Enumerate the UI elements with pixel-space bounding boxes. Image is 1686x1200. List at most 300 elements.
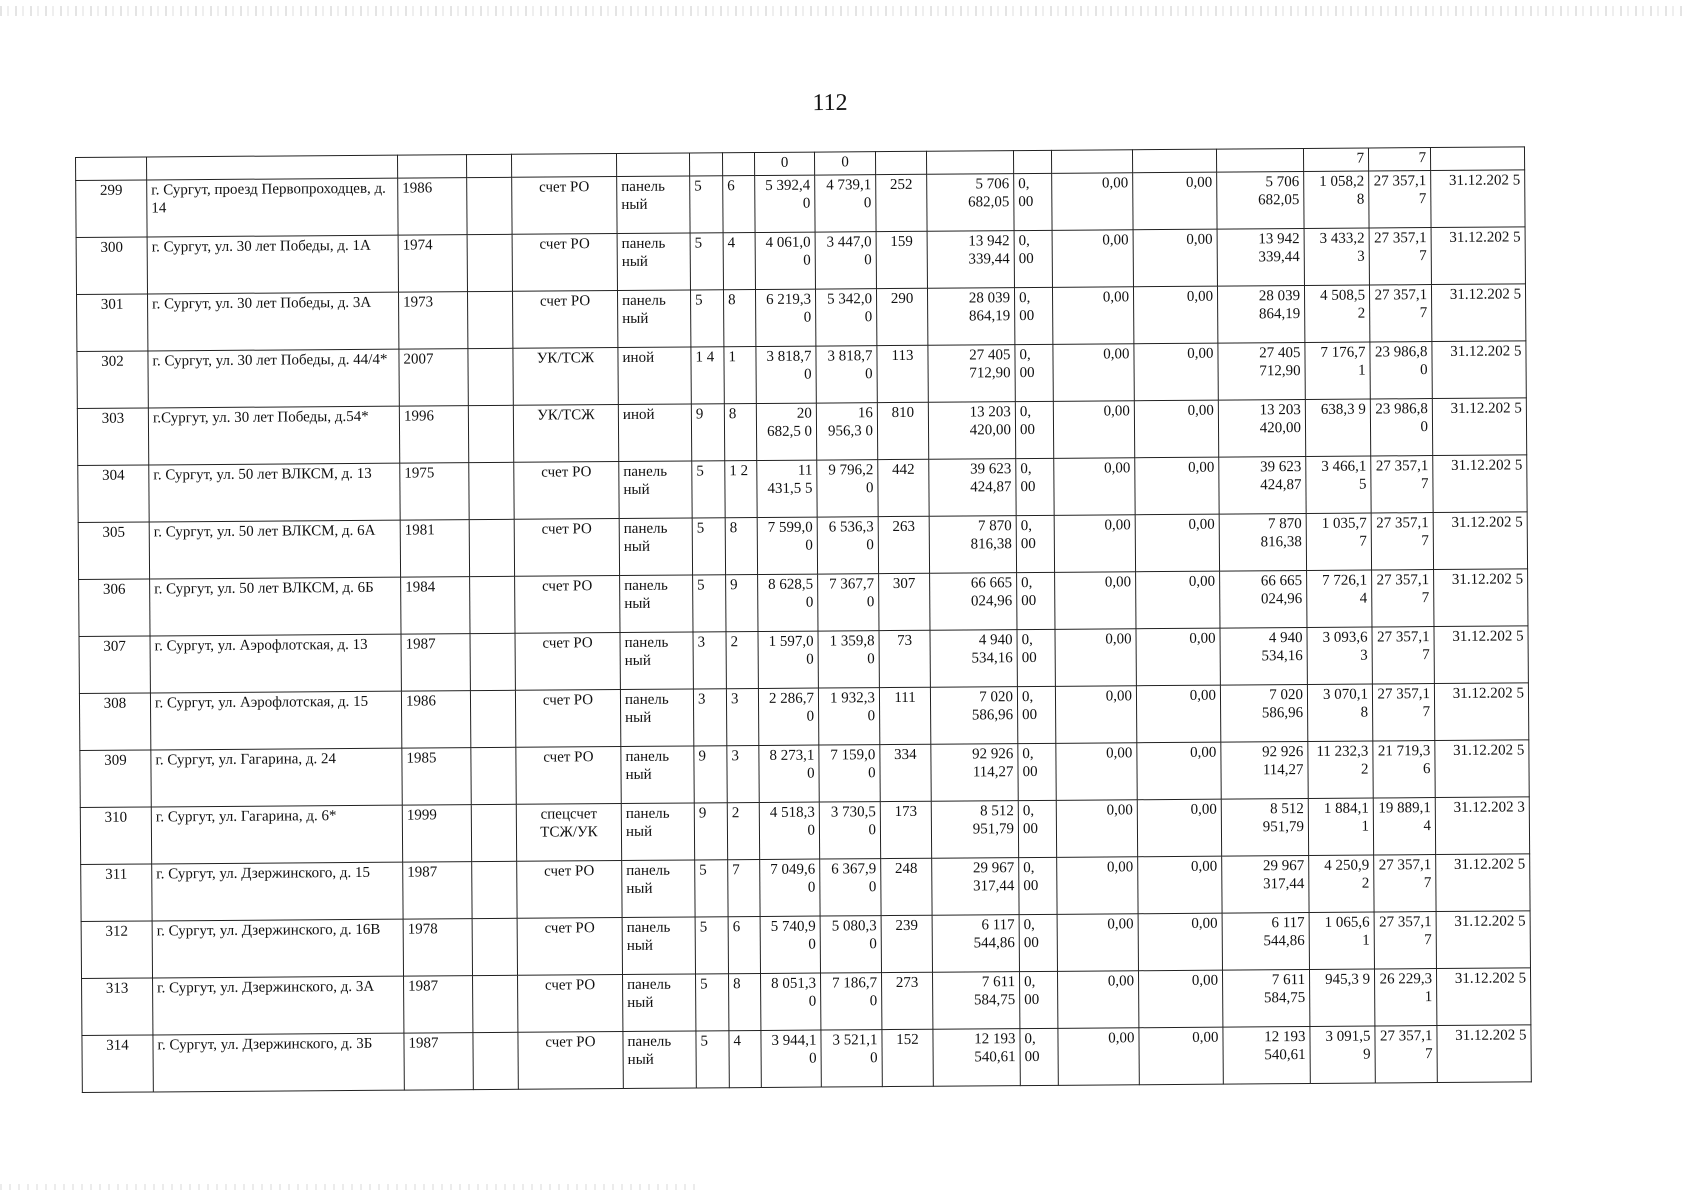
cell-budget: 0, 00 <box>1017 629 1055 686</box>
table-row <box>76 170 1525 238</box>
cell-address: г. Сургут, ул. Аэрофлотская, д. 13 <box>150 634 401 693</box>
cell-budget: 0, 00 <box>1018 743 1056 800</box>
cell-local: 0,00 <box>1135 457 1219 515</box>
cell-budget: 0, 00 <box>1017 572 1055 629</box>
cell-residents: 273 <box>882 972 933 1029</box>
cell-owners: 8 512 951,79 <box>1221 798 1308 856</box>
cell-account: счет РО <box>512 291 617 349</box>
cell-num: 306 <box>79 579 150 637</box>
cell-entrances: 6 <box>723 176 755 233</box>
cell-subject: 0,00 <box>1052 230 1133 288</box>
cell-area-total: 7 599,0 0 <box>757 517 817 574</box>
cell-local: 0,00 <box>1133 172 1217 230</box>
cell-num: 300 <box>76 237 147 295</box>
cell-owners: 7 870 816,38 <box>1219 513 1306 571</box>
cell-wall: панель ный <box>620 575 693 633</box>
cell-limit-per-m2: 21 719,3 6 <box>1373 741 1435 798</box>
cell-empty <box>471 804 516 861</box>
cell-limit-per-m2: 27 357,1 7 <box>1369 228 1431 285</box>
cell-limit-per-m2: 7 <box>1368 148 1430 171</box>
cell-limit-per-m2: 19 889,1 4 <box>1373 798 1435 855</box>
cell-year: 1996 <box>399 406 468 464</box>
cell-floors: 9 <box>691 404 724 461</box>
cell-residents: 152 <box>882 1029 933 1086</box>
cell-subject: 0,00 <box>1054 458 1135 516</box>
cell-area-total: 0 <box>754 152 814 175</box>
cell-residents: 113 <box>877 345 928 402</box>
cell-subject: 0,00 <box>1056 743 1137 801</box>
cell-address: г. Сургут, ул. 50 лет ВЛКСМ, д. 6А <box>149 520 400 579</box>
cell <box>1013 150 1051 173</box>
cell-limit-per-m2: 27 357,1 7 <box>1374 912 1436 969</box>
cell-empty <box>467 291 512 348</box>
cell-entrances: 1 <box>724 347 756 404</box>
cell-budget: 0, 00 <box>1016 458 1054 515</box>
cell-area-living: 7 367,7 0 <box>818 574 879 631</box>
cell-num: 311 <box>81 864 152 922</box>
scan-noise-top <box>0 6 1686 16</box>
cell-floors: 9 <box>694 803 727 860</box>
cell <box>511 154 616 178</box>
cell-year: 1978 <box>403 919 472 977</box>
cell-floors: 5 <box>690 233 723 290</box>
table-row <box>82 968 1531 1036</box>
cell-area-total: 8 628,5 0 <box>758 574 818 631</box>
cell-cost-per-m2: 7 726,1 4 <box>1307 570 1372 627</box>
cell-year: 1973 <box>398 292 467 350</box>
cell-budget: 0, 00 <box>1014 173 1052 230</box>
cell-deadline: 31.12.202 5 <box>1436 911 1530 969</box>
cell <box>1132 149 1216 173</box>
cell-deadline: 31.12.202 5 <box>1433 455 1527 513</box>
cell-cost-total: 27 405 712,90 <box>928 345 1015 403</box>
cell-limit-per-m2: 23 986,8 0 <box>1370 342 1432 399</box>
cell-account: счет РО <box>515 633 620 691</box>
cell-wall: панель ный <box>617 176 690 234</box>
cell-area-living: 1 359,8 0 <box>818 631 879 688</box>
cell-residents: 334 <box>880 744 931 801</box>
cell-area-total: 4 061,0 0 <box>755 232 815 289</box>
cell-year: 1987 <box>404 1033 473 1091</box>
cell-cost-per-m2: 4 508,5 2 <box>1304 285 1369 342</box>
cell-deadline: 31.12.202 5 <box>1434 683 1528 741</box>
cell-cost-per-m2: 11 232,3 2 <box>1308 741 1373 798</box>
cell-limit-per-m2: 26 229,3 1 <box>1374 969 1436 1026</box>
cell-account: счет РО <box>512 177 617 235</box>
cell-residents: 248 <box>881 858 932 915</box>
cell-account: спецсчет ТСЖ/УК <box>516 804 621 862</box>
table-body <box>76 147 1532 1093</box>
cell-cost-total: 7 020 586,96 <box>930 687 1017 745</box>
cell-year: 1999 <box>402 805 471 863</box>
cell-num: 312 <box>81 921 152 979</box>
cell-area-living: 6 536,3 0 <box>817 517 878 574</box>
cell-cost-per-m2: 1 065,6 1 <box>1309 912 1374 969</box>
cell-cost-per-m2: 1 035,7 7 <box>1306 513 1371 570</box>
cell-area-living: 7 159,0 0 <box>819 745 880 802</box>
cell-deadline: 31.12.202 5 <box>1435 740 1529 798</box>
cell-cost-per-m2: 3 433,2 3 <box>1304 228 1369 285</box>
cell-budget: 0, 00 <box>1015 344 1053 401</box>
cell-area-living: 3 521,1 0 <box>821 1030 882 1087</box>
cell-floors: 9 <box>694 746 727 803</box>
cell-subject: 0,00 <box>1057 857 1138 915</box>
cell-budget: 0, 00 <box>1017 686 1055 743</box>
cell-owners: 7 611 584,75 <box>1222 969 1309 1027</box>
cell-empty <box>472 861 517 918</box>
cell-subject: 0,00 <box>1053 344 1134 402</box>
cell-budget: 0, 00 <box>1019 857 1057 914</box>
cell-deadline: 31.12.202 5 <box>1431 284 1525 342</box>
cell-budget: 0, 00 <box>1015 401 1053 458</box>
cell-limit-per-m2: 27 357,1 7 <box>1369 171 1431 228</box>
cell-owners: 5 706 682,05 <box>1217 171 1304 229</box>
table-row <box>77 284 1526 352</box>
table-row <box>79 569 1528 637</box>
cell <box>1051 150 1132 174</box>
cell-address: г. Сургут, ул. 50 лет ВЛКСМ, д. 6Б <box>150 577 401 636</box>
cell-num: 303 <box>77 408 148 466</box>
cell-address: г. Сургут, ул. Дзержинского, д. 3А <box>153 976 404 1035</box>
cell-subject: 0,00 <box>1052 287 1133 345</box>
cell-area-total: 5 740,9 0 <box>760 916 820 973</box>
cell-cost-per-m2: 3 093,6 3 <box>1307 627 1372 684</box>
cell-local: 0,00 <box>1136 685 1220 743</box>
cell-subject: 0,00 <box>1057 914 1138 972</box>
cell-subject: 0,00 <box>1052 173 1133 231</box>
cell-cost-total: 66 665 024,96 <box>930 573 1017 631</box>
cell-cost-total: 4 940 534,16 <box>930 630 1017 688</box>
cell-local: 0,00 <box>1134 343 1218 401</box>
cell-entrances: 2 <box>727 803 759 860</box>
cell-cost-per-m2: 3 070,1 8 <box>1307 684 1372 741</box>
cell-address: г. Сургут, ул. 30 лет Победы, д. 44/4* <box>148 349 399 408</box>
cell-area-living: 3 447,0 0 <box>815 232 876 289</box>
cell-account: счет РО <box>518 975 623 1033</box>
cell-address: г. Сургут, ул. Дзержинского, д. 15 <box>152 862 403 921</box>
cell-residents: 442 <box>878 459 929 516</box>
cell-wall: панель ный <box>622 917 695 975</box>
cell-budget: 0, 00 <box>1016 515 1054 572</box>
cell <box>76 157 147 181</box>
cell <box>722 153 754 176</box>
cell-area-living: 5 080,3 0 <box>820 916 881 973</box>
cell-area-total: 2 286,7 0 <box>758 688 818 745</box>
cell <box>926 151 1013 175</box>
cell-empty <box>469 519 514 576</box>
cell-wall: панель ный <box>623 974 696 1032</box>
cell-year: 1987 <box>404 976 473 1034</box>
cell-residents: 239 <box>881 915 932 972</box>
cell-account: УК/ТСЖ <box>513 405 618 463</box>
scan-noise-bottom <box>0 1184 700 1190</box>
table-row <box>76 227 1525 295</box>
cell-owners: 12 193 540,61 <box>1223 1026 1310 1084</box>
cell-wall: панель ный <box>621 803 694 861</box>
cell-address: г. Сургут, ул. 50 лет ВЛКСМ, д. 13 <box>149 463 400 522</box>
cell-limit-per-m2: 27 357,1 7 <box>1375 1026 1437 1083</box>
cell-cost-per-m2: 4 250,9 2 <box>1309 855 1374 912</box>
table-row <box>81 854 1530 922</box>
cell-empty <box>473 1032 518 1089</box>
cell-address: г. Сургут, ул. 30 лет Победы, д. 1А <box>147 235 398 294</box>
cell-owners: 7 020 586,96 <box>1220 684 1307 742</box>
cell-cost-per-m2: 1 884,1 1 <box>1308 798 1373 855</box>
cell-residents: 111 <box>879 687 930 744</box>
cell-floors: 5 <box>690 176 723 233</box>
cell-num: 305 <box>78 522 149 580</box>
cell-subject: 0,00 <box>1055 572 1136 630</box>
cell-entrances: 8 <box>725 518 757 575</box>
cell-limit-per-m2: 27 357,1 7 <box>1372 570 1434 627</box>
cell-year: 1981 <box>400 520 469 578</box>
cell-limit-per-m2: 27 357,1 7 <box>1369 285 1431 342</box>
cell-floors: 5 <box>692 518 725 575</box>
cell-floors: 3 <box>693 689 726 746</box>
cell-area-total: 11 431,5 5 <box>757 460 817 517</box>
cell-empty <box>470 633 515 690</box>
cell-area-total: 3 818,7 0 <box>756 346 816 403</box>
cell-floors: 3 <box>693 632 726 689</box>
cell-cost-total: 8 512 951,79 <box>931 801 1018 859</box>
cell-account: УК/ТСЖ <box>513 348 618 406</box>
cell-area-total: 8 273,1 0 <box>759 745 819 802</box>
cell-owners: 13 203 420,00 <box>1218 399 1305 457</box>
cell-floors: 5 <box>692 461 725 518</box>
cell-wall: панель ный <box>622 860 695 918</box>
cell-entrances: 2 <box>726 632 758 689</box>
cell-entrances: 3 <box>726 689 758 746</box>
cell-area-living: 0 <box>814 152 875 175</box>
cell-limit-per-m2: 27 357,1 7 <box>1372 627 1434 684</box>
cell-residents: 263 <box>878 516 929 573</box>
cell-area-living: 4 739,1 0 <box>815 175 876 232</box>
cell-year: 1986 <box>401 691 470 749</box>
table-row <box>77 398 1526 466</box>
page-number: 112 <box>812 89 848 117</box>
cell-area-living: 16 956,3 0 <box>816 403 877 460</box>
cell-floors: 5 <box>690 290 723 347</box>
cell-local: 0,00 <box>1136 628 1220 686</box>
cell-local: 0,00 <box>1133 229 1217 287</box>
cell-wall: панель ный <box>617 233 690 291</box>
cell-floors: 5 <box>695 860 728 917</box>
cell-cost-total: 7 870 816,38 <box>929 516 1016 574</box>
cell-area-total: 6 219,3 0 <box>755 289 815 346</box>
cell-year: 1987 <box>401 634 470 692</box>
cell-wall: панель ный <box>623 1031 696 1089</box>
cell-num: 309 <box>80 750 151 808</box>
cell-num: 302 <box>77 351 148 409</box>
cell-cost-total: 13 203 420,00 <box>928 402 1015 460</box>
cell-local: 0,00 <box>1134 400 1218 458</box>
cell-area-living: 3 730,5 0 <box>819 802 880 859</box>
cell-year: 1974 <box>398 235 467 293</box>
cell-area-total: 20 682,5 0 <box>756 403 816 460</box>
cell-owners: 29 967 317,44 <box>1222 855 1309 913</box>
table-row <box>77 341 1526 409</box>
cell-empty <box>467 234 512 291</box>
cell-cost-per-m2: 3 091,5 9 <box>1310 1026 1375 1083</box>
cell-residents: 73 <box>879 630 930 687</box>
cell <box>466 154 511 177</box>
cell-wall: иной <box>618 347 691 405</box>
cell-num: 299 <box>76 180 147 238</box>
cell-local: 0,00 <box>1137 799 1221 857</box>
cell-owners: 66 665 024,96 <box>1220 570 1307 628</box>
cell-limit-per-m2: 27 357,1 7 <box>1374 855 1436 912</box>
cell-cost-total: 39 623 424,87 <box>929 459 1016 517</box>
cell-num: 304 <box>78 465 149 523</box>
cell-owners: 28 039 864,19 <box>1217 285 1304 343</box>
cell-account: счет РО <box>514 519 619 577</box>
cell-limit-per-m2: 27 357,1 7 <box>1372 684 1434 741</box>
cell-num: 310 <box>80 807 151 865</box>
table-row <box>79 683 1528 751</box>
cell-subject: 0,00 <box>1057 971 1138 1029</box>
cell-num: 313 <box>82 978 153 1036</box>
cell-empty <box>472 918 517 975</box>
cell-area-living: 3 818,7 0 <box>816 346 877 403</box>
cell-cost-total: 5 706 682,05 <box>927 174 1014 232</box>
cell-deadline: 31.12.202 5 <box>1433 512 1527 570</box>
cell-residents: 159 <box>876 231 927 288</box>
cell-account: счет РО <box>517 918 622 976</box>
cell-deadline: 31.12.202 3 <box>1435 797 1529 855</box>
cell-num: 314 <box>82 1035 153 1093</box>
cell-year: 1984 <box>401 577 470 635</box>
table-row <box>80 797 1529 865</box>
cell-address: г. Сургут, ул. Гагарина, д. 24 <box>151 748 402 807</box>
cell-entrances: 7 <box>728 860 760 917</box>
cell-empty <box>471 747 516 804</box>
cell <box>875 151 926 174</box>
cell-account: счет РО <box>515 690 620 748</box>
cell-address: г. Сургут, проезд Первопроходцев, д. 14 <box>147 178 398 237</box>
cell-account: счет РО <box>518 1032 623 1090</box>
cell-area-living: 7 186,7 0 <box>821 973 882 1030</box>
cell-empty <box>470 690 515 747</box>
cell-wall: панель ный <box>620 632 693 690</box>
cell-entrances: 8 <box>723 290 755 347</box>
cell-floors: 5 <box>693 575 726 632</box>
cell-budget: 0, 00 <box>1014 287 1052 344</box>
cell-local: 0,00 <box>1138 913 1222 971</box>
cell-local: 0,00 <box>1139 1027 1223 1085</box>
cell-local: 0,00 <box>1135 514 1219 572</box>
cell-subject: 0,00 <box>1055 686 1136 744</box>
cell-empty <box>469 462 514 519</box>
cell-num: 308 <box>79 693 150 751</box>
cell-local: 0,00 <box>1136 571 1220 629</box>
cell-num: 301 <box>77 294 148 352</box>
cell-wall: панель ный <box>620 689 693 747</box>
cell-subject: 0,00 <box>1053 401 1134 459</box>
cell-local: 0,00 <box>1137 742 1221 800</box>
cell-address: г. Сургут, ул. 30 лет Победы, д. 3А <box>148 292 399 351</box>
cell-budget: 0, 00 <box>1019 971 1057 1028</box>
register-table-wrapper <box>75 146 1532 1093</box>
cell-cost-total: 6 117 544,86 <box>932 915 1019 973</box>
cell-address: г. Сургут, ул. Аэрофлотская, д. 15 <box>150 691 401 750</box>
cell-entrances: 3 <box>727 746 759 803</box>
cell-deadline: 31.12.202 5 <box>1432 398 1526 456</box>
cell-account: счет РО <box>517 861 622 919</box>
cell-wall: панель ный <box>619 461 692 519</box>
cell <box>147 155 398 180</box>
cell-entrances: 8 <box>729 973 761 1030</box>
cell-residents: 810 <box>877 402 928 459</box>
cell-cost-total: 12 193 540,61 <box>933 1029 1020 1087</box>
cell-year: 1987 <box>403 862 472 920</box>
cell-year: 1985 <box>402 748 471 806</box>
cell-cost-per-m2: 3 466,1 5 <box>1306 456 1371 513</box>
cell-floors: 5 <box>696 1031 729 1088</box>
cell-floors: 1 4 <box>691 347 724 404</box>
cell-area-total: 7 049,6 0 <box>760 859 820 916</box>
cell-cost-total: 28 039 864,19 <box>927 288 1014 346</box>
table-row <box>81 911 1530 979</box>
cell-year: 2007 <box>399 349 468 407</box>
cell-residents: 252 <box>876 174 927 231</box>
cell-cost-per-m2: 945,3 9 <box>1309 969 1374 1026</box>
cell-account: счет РО <box>512 234 617 292</box>
cell-area-living: 5 342,0 0 <box>815 289 876 346</box>
cell-wall: панель ный <box>621 746 694 804</box>
cell-subject: 0,00 <box>1056 800 1137 858</box>
cell-owners: 6 117 544,86 <box>1222 912 1309 970</box>
cell-deadline: 31.12.202 5 <box>1436 854 1530 912</box>
cell-deadline: 31.12.202 5 <box>1436 968 1530 1026</box>
cell-empty <box>470 576 515 633</box>
cell-entrances: 8 <box>724 404 756 461</box>
cell <box>616 153 689 177</box>
cell-area-total: 4 518,3 0 <box>759 802 819 859</box>
cell-address: г. Сургут, ул. Дзержинского, д. 16В <box>152 919 403 978</box>
cell-cost-total: 29 967 317,44 <box>932 858 1019 916</box>
cell-year: 1986 <box>398 178 467 236</box>
cell-limit-per-m2: 27 357,1 7 <box>1371 513 1433 570</box>
cell-deadline: 31.12.202 5 <box>1434 626 1528 684</box>
cell-cost-per-m2: 7 <box>1303 148 1368 171</box>
cell-owners: 39 623 424,87 <box>1219 456 1306 514</box>
cell-area-living: 9 796,2 0 <box>817 460 878 517</box>
cell-local: 0,00 <box>1138 856 1222 914</box>
cell-cost-total: 92 926 114,27 <box>931 744 1018 802</box>
cell-local: 0,00 <box>1138 970 1222 1028</box>
table-row <box>80 740 1529 808</box>
table-row <box>78 512 1527 580</box>
cell-entrances: 4 <box>729 1030 761 1087</box>
table-row <box>79 626 1528 694</box>
cell-subject: 0,00 <box>1058 1028 1139 1086</box>
cell-year: 1975 <box>400 463 469 521</box>
cell-address: г.Сургут, ул. 30 лет Победы, д.54* <box>148 406 399 465</box>
cell-wall: иной <box>618 404 691 462</box>
cell-owners: 4 940 534,16 <box>1220 627 1307 685</box>
cell-area-total: 1 597,0 0 <box>758 631 818 688</box>
cell-empty <box>468 348 513 405</box>
cell-area-living: 1 932,3 0 <box>818 688 879 745</box>
cell-account: счет РО <box>516 747 621 805</box>
cell-budget: 0, 00 <box>1014 230 1052 287</box>
cell <box>1430 147 1524 171</box>
cell <box>689 153 722 176</box>
cell-area-total: 3 944,1 0 <box>761 1030 821 1087</box>
cell-residents: 173 <box>880 801 931 858</box>
cell-entrances: 4 <box>723 233 755 290</box>
cell-cost-per-m2: 638,3 9 <box>1305 399 1370 456</box>
